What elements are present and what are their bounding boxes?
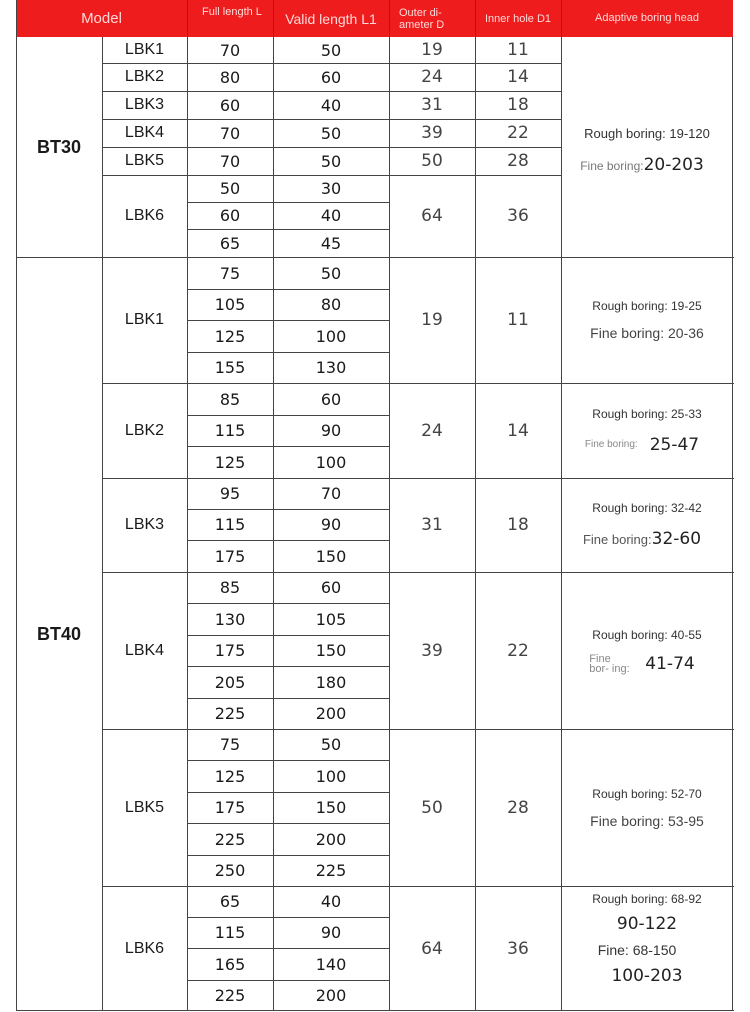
- valid-length-cell: 200: [315, 986, 347, 1005]
- inner-hole-cell: 14: [507, 420, 529, 441]
- valid-length-cell: 180: [315, 672, 347, 692]
- column-divider: [389, 37, 390, 1011]
- model-cell: LBK2: [124, 421, 165, 439]
- boring-head-cell: [561, 886, 733, 1011]
- column-divider: [561, 37, 562, 1011]
- length-cell: 65: [219, 233, 241, 253]
- model-cell: LBK4: [124, 641, 165, 659]
- fine-boring-value: 41-74: [645, 653, 695, 674]
- column-divider: [475, 37, 476, 1011]
- header-outer-diameter: Outer di- ameter D: [389, 0, 475, 37]
- inner-hole-cell: 11: [507, 310, 529, 330]
- length-cell: 115: [214, 515, 246, 534]
- boring-head-cell: [561, 572, 733, 729]
- valid-length-cell: 60: [320, 389, 342, 409]
- length-cell: 70: [219, 123, 241, 143]
- length-cell: 95: [219, 484, 241, 503]
- inner-hole-cell: 18: [507, 515, 529, 535]
- inner-hole-cell: 22: [507, 640, 529, 661]
- rough-boring-text: Rough boring: 32-42: [592, 501, 702, 515]
- length-cell: 205: [214, 672, 246, 692]
- header-inner-hole: Inner hole D1: [475, 0, 561, 37]
- model-cell: LBK3: [124, 516, 165, 533]
- rough-boring-text: Rough boring: 19-120: [584, 125, 710, 141]
- length-cell: 115: [214, 421, 246, 440]
- length-cell: 60: [219, 206, 241, 225]
- fine-boring-text: Fine boring: 20-36: [590, 325, 704, 341]
- fine-boring-label: Fine boring:: [580, 158, 644, 173]
- length-cell: 50: [219, 179, 241, 198]
- outer-diameter-cell: 24: [421, 420, 443, 441]
- valid-length-cell: 130: [315, 358, 347, 377]
- series-bt40: BT40: [36, 623, 81, 644]
- outer-diameter-cell: 50: [421, 151, 443, 171]
- length-cell: 60: [219, 95, 241, 115]
- table-border: [16, 0, 17, 1011]
- length-cell: 225: [214, 829, 246, 849]
- outer-diameter-cell: 31: [421, 95, 443, 115]
- length-cell: 125: [214, 766, 246, 786]
- fine-boring-value: 32-60: [651, 529, 702, 549]
- model-cell: LBK6: [124, 939, 165, 957]
- valid-length-cell: 50: [320, 263, 342, 283]
- model-cell: LBK5: [124, 798, 165, 816]
- fine-boring-value: 25-47: [649, 434, 700, 455]
- model-cell: LBK3: [124, 96, 165, 113]
- inner-hole-cell: 14: [507, 67, 529, 87]
- valid-length-cell: 150: [315, 641, 347, 660]
- length-cell: 75: [219, 263, 241, 283]
- outer-diameter-cell: 19: [421, 40, 443, 60]
- outer-diameter-cell: 39: [421, 123, 443, 143]
- header-boring-head: Adaptive boring head: [561, 0, 733, 37]
- length-cell: 70: [219, 151, 241, 171]
- length-cell: 75: [219, 735, 241, 754]
- valid-length-cell: 90: [320, 421, 342, 440]
- valid-length-cell: 90: [320, 515, 342, 534]
- length-cell: 175: [214, 641, 246, 660]
- header-divider: [389, 0, 390, 37]
- valid-length-cell: 70: [320, 484, 342, 503]
- valid-length-cell: 50: [320, 40, 342, 60]
- length-cell: 225: [214, 704, 246, 723]
- model-cell: LBK2: [124, 68, 165, 85]
- valid-length-cell: 105: [315, 609, 347, 629]
- length-cell: 105: [214, 295, 246, 314]
- valid-length-cell: 150: [315, 798, 347, 817]
- fine-boring-range: 100-203: [611, 966, 683, 986]
- valid-length-cell: 40: [320, 892, 342, 911]
- header-divider: [273, 0, 274, 37]
- length-cell: 155: [214, 358, 246, 377]
- valid-length-cell: 100: [315, 326, 347, 346]
- valid-length-cell: 45: [320, 233, 342, 253]
- series-bt30: BT30: [36, 136, 81, 157]
- header-divider: [475, 0, 476, 37]
- valid-length-cell: 140: [315, 954, 347, 974]
- header-valid-length: Valid length L1: [273, 0, 389, 37]
- rough-boring-text: Rough boring: 68-92: [592, 892, 702, 906]
- rough-boring-range: 90-122: [616, 914, 678, 934]
- length-cell: 80: [219, 67, 241, 87]
- valid-length-cell: 200: [315, 704, 347, 723]
- header-full-length: Full length L: [187, 0, 273, 37]
- valid-length-cell: 100: [315, 766, 347, 786]
- table-border: [732, 37, 733, 1011]
- valid-length-cell: 100: [315, 452, 347, 472]
- boring-head-cell: [561, 729, 733, 886]
- length-cell: 225: [214, 986, 246, 1005]
- valid-length-cell: 60: [320, 67, 342, 87]
- column-divider: [273, 37, 274, 1011]
- column-divider: [102, 37, 103, 1011]
- length-cell: 85: [219, 389, 241, 409]
- model-cell: LBK5: [124, 152, 165, 169]
- length-cell: 175: [214, 546, 246, 566]
- rough-boring-text: Rough boring: 40-55: [592, 627, 702, 642]
- outer-diameter-cell: 64: [421, 206, 443, 226]
- outer-diameter-cell: 50: [421, 797, 443, 818]
- spec-table: [16, 0, 733, 1011]
- rough-boring-text: Rough boring: 25-33: [592, 406, 702, 421]
- outer-diameter-cell: 24: [421, 67, 443, 87]
- length-cell: 125: [214, 326, 246, 346]
- boring-head-cell: [561, 257, 733, 383]
- model-cell: LBK1: [124, 311, 165, 328]
- length-cell: 125: [214, 452, 246, 472]
- inner-hole-cell: 28: [507, 797, 529, 818]
- length-cell: 250: [214, 861, 246, 880]
- fine-boring-label: Fine boring:: [584, 439, 638, 450]
- length-cell: 175: [214, 798, 246, 817]
- valid-length-cell: 50: [320, 151, 342, 171]
- valid-length-cell: 60: [320, 578, 342, 597]
- fine-boring-value: 20-203: [643, 154, 704, 175]
- boring-head-cell: [561, 37, 733, 257]
- length-cell: 85: [219, 578, 241, 597]
- length-cell: 70: [219, 40, 241, 60]
- length-cell: 115: [214, 923, 246, 942]
- inner-hole-cell: 22: [507, 123, 529, 143]
- rough-boring-text: Rough boring: 52-70: [592, 786, 702, 801]
- model-cell: LBK1: [124, 41, 165, 58]
- boring-head-cell: [561, 478, 733, 572]
- rough-boring-text: Rough boring: 19-25: [592, 299, 702, 313]
- inner-hole-cell: 28: [507, 151, 529, 171]
- length-cell: 65: [219, 892, 241, 911]
- fine-boring-text: Fine boring: 53-95: [590, 812, 704, 829]
- valid-length-cell: 30: [320, 179, 342, 198]
- valid-length-cell: 50: [320, 735, 342, 754]
- valid-length-cell: 40: [320, 95, 342, 115]
- fine-boring-label: Fine boring:: [582, 531, 652, 547]
- outer-diameter-cell: 31: [421, 515, 443, 535]
- header-divider: [561, 0, 562, 37]
- model-cell: LBK6: [124, 207, 165, 224]
- model-cell: LBK4: [124, 124, 165, 141]
- length-cell: 130: [214, 609, 246, 629]
- valid-length-cell: 200: [315, 829, 347, 849]
- outer-diameter-cell: 19: [421, 310, 443, 330]
- inner-hole-cell: 11: [507, 40, 529, 60]
- row-divider: [16, 1010, 734, 1011]
- valid-length-cell: 90: [320, 923, 342, 942]
- header-model: Model: [16, 0, 187, 37]
- valid-length-cell: 80: [320, 295, 342, 314]
- outer-diameter-cell: 39: [421, 640, 443, 661]
- column-divider: [187, 37, 188, 1011]
- fine-boring-text: Fine: 68-150: [597, 942, 677, 958]
- inner-hole-cell: 18: [507, 95, 529, 115]
- valid-length-cell: 40: [320, 206, 342, 225]
- valid-length-cell: 50: [320, 123, 342, 143]
- header-divider: [187, 0, 188, 37]
- fine-boring-label: Fine bor- ing:: [589, 652, 630, 675]
- boring-head-cell: [561, 383, 733, 478]
- length-cell: 165: [214, 954, 246, 974]
- valid-length-cell: 225: [315, 861, 347, 880]
- outer-diameter-cell: 64: [421, 938, 443, 959]
- valid-length-cell: 150: [315, 546, 347, 566]
- inner-hole-cell: 36: [507, 206, 529, 226]
- inner-hole-cell: 36: [507, 938, 529, 959]
